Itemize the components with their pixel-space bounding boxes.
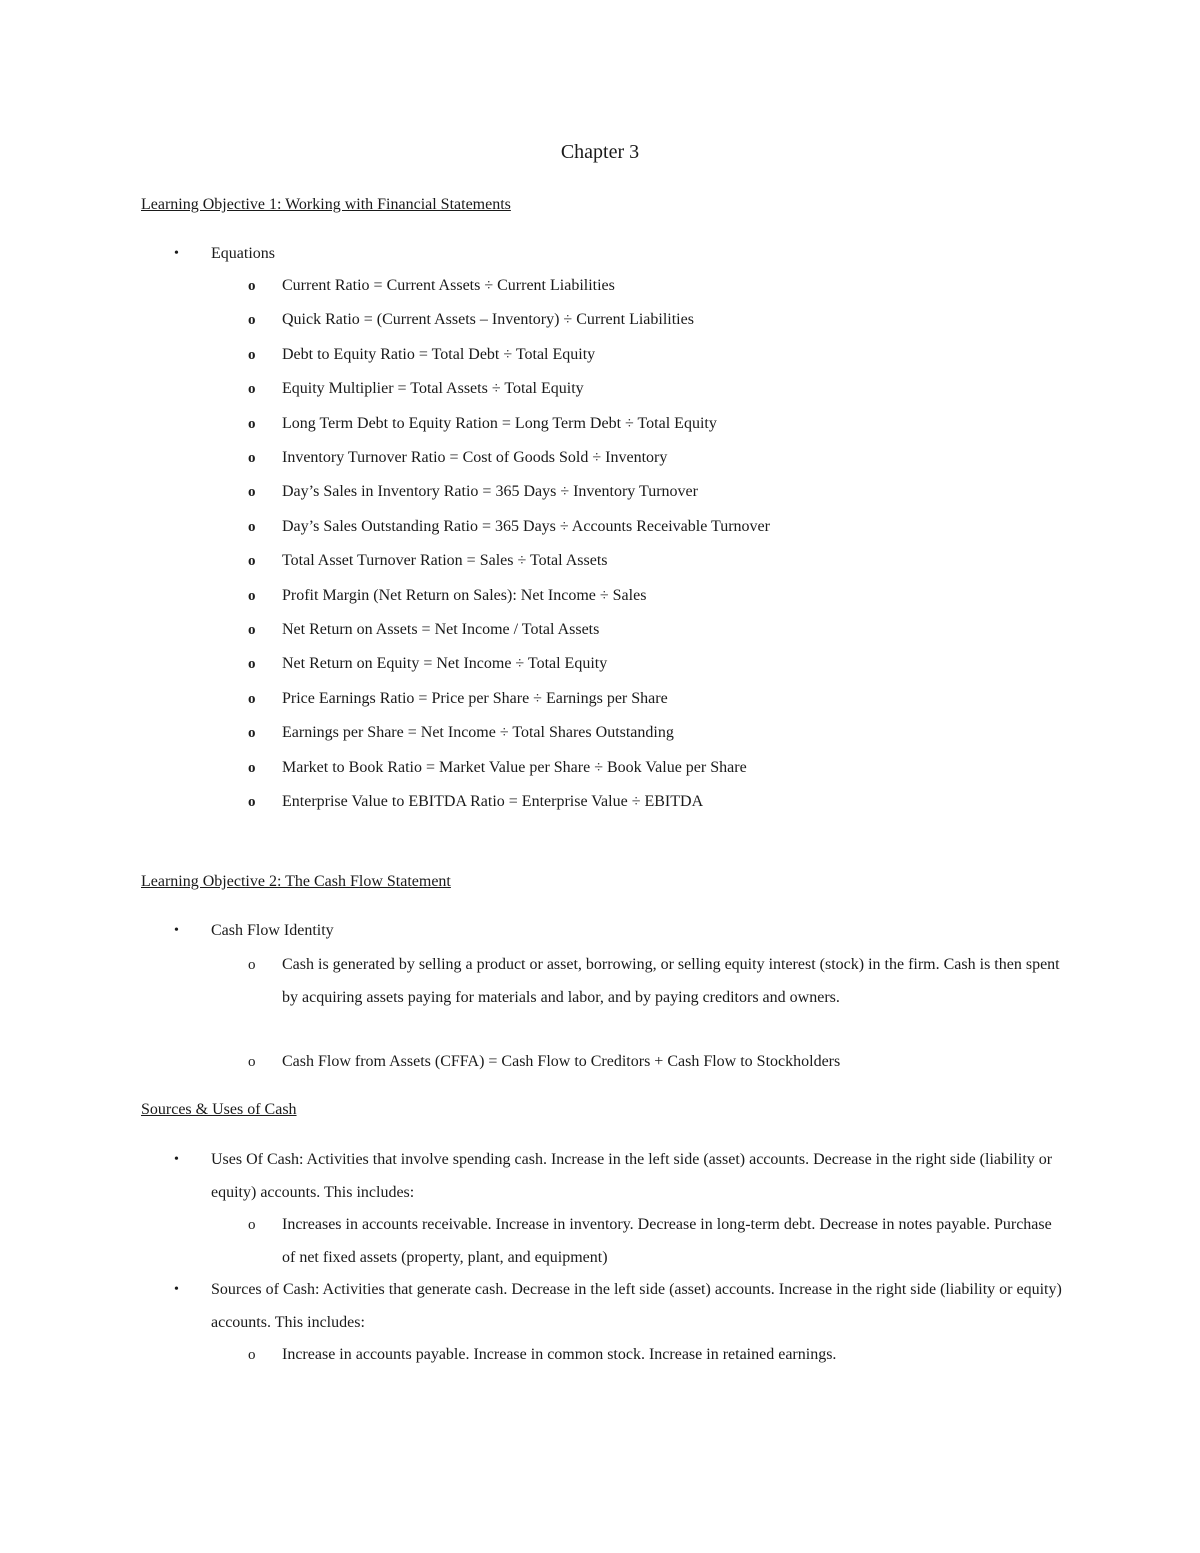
equation-marker: o [248,381,256,397]
equation-item: Price Earnings Ratio = Price per Share ÷ Earnings per Share [282,690,668,707]
equation-item: Debt to Equity Ratio = Total Debt ÷ Total Equity [282,346,596,363]
equation-marker: o [248,416,256,432]
equation-item: Quick Ratio = (Current Assets – Inventory) ÷ Current Liabilities [282,311,694,328]
equation-marker: o [248,588,256,604]
cash-flow-identity-label: Cash Flow Identity [211,922,334,939]
equation-marker: o [248,450,256,466]
uses-of-cash-details: Increases in accounts receivable. Increase in inventory. Decrease in long-term debt. Decrease in notes payable. Purchase of net fixed assets (property, plant, and equipment) [282,1216,1052,1266]
equation-marker: o [248,794,256,810]
equation-item: Inventory Turnover Ratio = Cost of Goods Sold ÷ Inventory [282,449,668,466]
equation-marker: o [248,484,256,500]
page-title: Chapter 3 [560,141,640,163]
equation-marker: o [248,691,256,707]
equation-item: Market to Book Ratio = Market Value per Share ÷ Book Value per Share [282,759,747,776]
sources-of-cash-text: Sources of Cash: Activities that generate cash. Decrease in the left side (asset) accounts. Increase in the right side (liability or equity) accounts. This includes: [211,1281,1062,1331]
cash-generation-text: Cash is generated by selling a product or asset, borrowing, or selling equity interest (stock) in the firm. Cash is then spent by acquiring assets paying for materials and labor, and by paying creditors and owners. [282,956,1060,1006]
bullet-marker: • [174,1152,179,1167]
sub-bullet-marker: o [248,1217,256,1233]
equation-marker: o [248,760,256,776]
equation-item: Earnings per Share = Net Income ÷ Total Shares Outstanding [282,724,674,741]
uses-of-cash-text: Uses Of Cash: Activities that involve spending cash. Increase in the left side (asset) accounts. Decrease in the right side (liability or equity) accounts. This includes: [211,1151,1053,1201]
bullet-marker: • [174,923,179,938]
equation-marker: o [248,725,256,741]
equation-marker: o [248,622,256,638]
sub-bullet-marker: o [248,1054,256,1070]
equation-item: Profit Margin (Net Return on Sales): Net Income ÷ Sales [282,587,647,604]
equation-item: Equity Multiplier = Total Assets ÷ Total Equity [282,380,584,397]
cffa-text: Cash Flow from Assets (CFFA) = Cash Flow to Creditors + Cash Flow to Stockholders [282,1053,841,1070]
equations-label: Equations [211,245,275,262]
lo1-heading: Learning Objective 1: Working with Financial Statements [141,196,511,213]
equation-marker: o [248,656,256,672]
equation-item: Total Asset Turnover Ration = Sales ÷ Total Assets [282,552,608,569]
equation-item: Long Term Debt to Equity Ration = Long Term Debt ÷ Total Equity [282,415,717,432]
equation-item: Enterprise Value to EBITDA Ratio = Enterprise Value ÷ EBITDA [282,793,704,810]
equation-marker: o [248,312,256,328]
bullet-marker: • [174,1282,179,1297]
equation-marker: o [248,278,256,294]
equation-item: Net Return on Equity = Net Income ÷ Total Equity [282,655,608,672]
sub-bullet-marker: o [248,957,256,973]
equation-marker: o [248,553,256,569]
equation-item: Current Ratio = Current Assets ÷ Current Liabilities [282,277,615,294]
equation-marker: o [248,519,256,535]
equation-marker: o [248,347,256,363]
sources-of-cash-details: Increase in accounts payable. Increase in common stock. Increase in retained earnings. [282,1346,837,1363]
equation-item: Net Return on Assets = Net Income / Total Assets [282,621,600,638]
equation-item: Day’s Sales in Inventory Ratio = 365 Days ÷ Inventory Turnover [282,483,698,500]
sub-bullet-marker: o [248,1347,256,1363]
bullet-marker: • [174,246,179,261]
lo2-heading: Learning Objective 2: The Cash Flow Statement [141,873,451,890]
equation-item: Day’s Sales Outstanding Ratio = 365 Days ÷ Accounts Receivable Turnover [282,518,770,535]
sources-uses-heading: Sources & Uses of Cash [141,1101,297,1118]
